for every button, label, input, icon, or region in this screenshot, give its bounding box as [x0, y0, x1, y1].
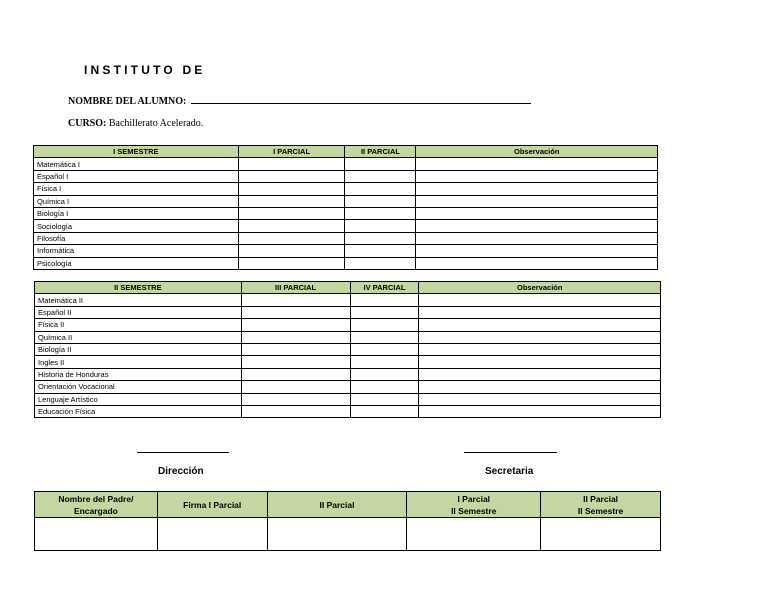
table-row [34, 245, 658, 257]
table-header-row [34, 146, 658, 158]
observation-cell[interactable] [416, 220, 658, 232]
signature-sem2-partial-2-cell[interactable] [541, 518, 661, 551]
grade-cell-a[interactable] [241, 393, 350, 405]
table-row [35, 343, 661, 355]
signature-sem2-partial-1-cell[interactable] [407, 518, 541, 551]
header-line: II Parcial [583, 493, 619, 504]
table-row [35, 368, 661, 380]
subject-cell: Informática [34, 245, 239, 257]
table-header-row [35, 492, 661, 518]
grade-cell-b[interactable] [345, 170, 416, 182]
subject-cell: Química II [35, 331, 242, 343]
subject-cell: Orientación Vocacional [35, 381, 242, 393]
col-header-partial-2: II PARCIAL [345, 146, 416, 158]
grade-cell-b[interactable] [345, 207, 416, 219]
grade-cell-a[interactable] [238, 158, 345, 170]
student-name-line[interactable] [191, 95, 531, 104]
grade-cell-a[interactable] [241, 381, 350, 393]
grade-cell-b[interactable] [350, 294, 419, 306]
table-row [35, 518, 661, 551]
subject-cell: Física II [35, 319, 242, 331]
col-header-observation: Observación [419, 282, 661, 294]
table-row [34, 158, 658, 170]
institute-title: INSTITUTO DE [84, 63, 206, 77]
grade-cell-b[interactable] [350, 368, 419, 380]
grade-cell-a[interactable] [241, 306, 350, 318]
grade-cell-b[interactable] [350, 405, 419, 417]
grade-cell-b[interactable] [350, 331, 419, 343]
subject-cell: Español II [35, 306, 242, 318]
subject-cell: Biología I [34, 207, 239, 219]
subject-cell: Física I [34, 183, 239, 195]
observation-cell[interactable] [419, 343, 661, 355]
grade-cell-b[interactable] [350, 319, 419, 331]
observation-cell[interactable] [419, 294, 661, 306]
course-field [68, 118, 203, 129]
table-header-row [35, 282, 661, 294]
signature-partial-1-cell[interactable] [157, 518, 267, 551]
table-row [34, 232, 658, 244]
grade-cell-a[interactable] [241, 343, 350, 355]
grade-cell-b[interactable] [350, 381, 419, 393]
student-name-field [68, 95, 531, 107]
grade-cell-b[interactable] [345, 245, 416, 257]
table-row [35, 294, 661, 306]
header-line: II Parcial [319, 499, 355, 510]
col-header-partial-1: I PARCIAL [238, 146, 345, 158]
subject-cell: Psicología [34, 257, 239, 269]
header-line: II Semestre [451, 505, 497, 516]
observation-cell[interactable] [416, 158, 658, 170]
grade-cell-a[interactable] [241, 294, 350, 306]
grade-cell-a[interactable] [241, 319, 350, 331]
student-name-label: NOMBRE DEL ALUMNO: [68, 96, 187, 107]
subject-cell: Matemática II [35, 294, 242, 306]
grade-cell-a[interactable] [238, 207, 345, 219]
col-header-semester: II SEMESTRE [35, 282, 242, 294]
table-row [34, 207, 658, 219]
grade-cell-a[interactable] [238, 257, 345, 269]
subject-cell: Química I [34, 195, 239, 207]
table-row [35, 306, 661, 318]
table-row [35, 319, 661, 331]
col-header-semester: I SEMESTRE [34, 146, 239, 158]
table-row [35, 405, 661, 417]
col-header-signature-partial-1 [157, 492, 267, 518]
subject-cell: Español I [34, 170, 239, 182]
subject-cell: Sociología [34, 220, 239, 232]
header-line: II Semestre [577, 505, 624, 516]
grade-cell-b[interactable] [345, 183, 416, 195]
table-row [35, 381, 661, 393]
subject-cell: Educación Física [35, 405, 242, 417]
table-row [34, 183, 658, 195]
grade-cell-a[interactable] [238, 195, 345, 207]
grade-cell-a[interactable] [241, 331, 350, 343]
observation-cell[interactable] [419, 306, 661, 318]
secretary-signature-line[interactable] [464, 452, 557, 453]
secretary-label: Secretaria [485, 466, 534, 477]
subject-cell: Biología II [35, 343, 242, 355]
table-row [34, 170, 658, 182]
col-header-observation: Observación [416, 146, 658, 158]
grade-cell-a[interactable] [238, 170, 345, 182]
observation-cell[interactable] [419, 405, 661, 417]
grade-cell-a[interactable] [241, 356, 350, 368]
course-label: CURSO: [68, 118, 107, 129]
grade-cell-b[interactable] [345, 195, 416, 207]
subject-cell: Ingles II [35, 356, 242, 368]
table-row [34, 257, 658, 269]
observation-cell[interactable] [419, 319, 661, 331]
grade-cell-b[interactable] [350, 393, 419, 405]
table-row [35, 331, 661, 343]
observation-cell[interactable] [419, 368, 661, 380]
subject-cell: Filosofía [34, 232, 239, 244]
grade-cell-a[interactable] [241, 405, 350, 417]
parent-signature-table [34, 491, 661, 551]
subject-cell: Matemática I [34, 158, 239, 170]
header-line: Firma I Parcial [183, 499, 242, 510]
subject-cell: Lenguaje Artístico [35, 393, 242, 405]
direction-label: Dirección [158, 466, 204, 477]
observation-cell[interactable] [416, 232, 658, 244]
grade-cell-b[interactable] [350, 356, 419, 368]
grade-cell-a[interactable] [238, 220, 345, 232]
subject-cell: Historia de Honduras [35, 368, 242, 380]
col-header-sem2-partial-1 [407, 492, 541, 518]
observation-cell[interactable] [416, 195, 658, 207]
direction-signature-line[interactable] [137, 452, 229, 453]
observation-cell[interactable] [416, 257, 658, 269]
second-semester-table [34, 281, 661, 418]
observation-cell[interactable] [416, 183, 658, 195]
grade-cell-b[interactable] [350, 343, 419, 355]
observation-cell[interactable] [416, 207, 658, 219]
col-header-parent-name [35, 492, 158, 518]
header-line: I Parcial [457, 493, 491, 504]
observation-cell[interactable] [419, 356, 661, 368]
first-semester-table [33, 145, 658, 270]
observation-cell[interactable] [416, 170, 658, 182]
table-row [34, 220, 658, 232]
grade-cell-b[interactable] [345, 158, 416, 170]
grade-cell-a[interactable] [238, 183, 345, 195]
observation-cell[interactable] [419, 331, 661, 343]
col-header-partial-4: IV PARCIAL [350, 282, 419, 294]
header-line: Encargado [73, 505, 118, 516]
signature-partial-2-cell[interactable] [267, 518, 407, 551]
course-value: Bachillerato Acelerado. [108, 118, 204, 129]
grade-cell-a[interactable] [238, 232, 345, 244]
grade-cell-b[interactable] [345, 232, 416, 244]
table-row [34, 195, 658, 207]
observation-cell[interactable] [419, 393, 661, 405]
grade-cell-b[interactable] [345, 220, 416, 232]
col-header-partial-2 [267, 492, 407, 518]
grade-cell-b[interactable] [345, 257, 416, 269]
parent-name-cell[interactable] [35, 518, 158, 551]
table-row [35, 393, 661, 405]
table-row [35, 356, 661, 368]
col-header-partial-3: III PARCIAL [241, 282, 350, 294]
observation-cell[interactable] [419, 381, 661, 393]
col-header-sem2-partial-2 [541, 492, 661, 518]
observation-cell[interactable] [416, 245, 658, 257]
header-line: Nombre del Padre/ [58, 493, 134, 504]
grade-cell-a[interactable] [241, 368, 350, 380]
grade-cell-b[interactable] [350, 306, 419, 318]
grade-cell-a[interactable] [238, 245, 345, 257]
